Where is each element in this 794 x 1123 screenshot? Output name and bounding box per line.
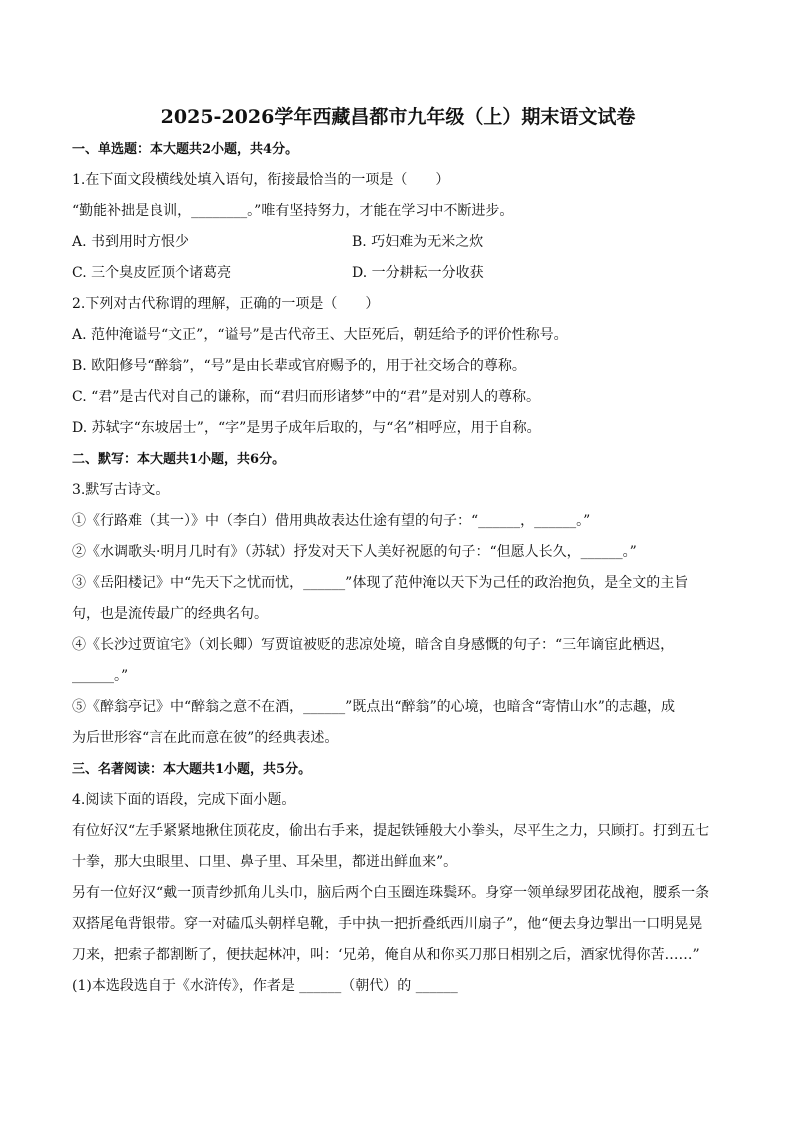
question-1-text: “勤能补拙是良训，________。”唯有坚持努力，才能在学习中不断进步。 xyxy=(72,203,514,219)
question-3-stem: 3.默写古诗文。 xyxy=(72,482,170,498)
question-1-options-row-1 xyxy=(72,227,724,258)
question-3-line-2: ②《水调歌头·明月几时有》（苏轼）抒发对天下人美好祝愿的句子：“但愿人长久，______。” xyxy=(72,544,637,560)
question-3-line-8: 为后世形容“言在此而意在彼”的经典表述。 xyxy=(72,730,339,746)
exam-page xyxy=(72,100,724,1002)
section-heading-1: 一、单选题：本大题共2小题，共4分。 xyxy=(72,142,299,157)
question-4-stem: 4.阅读下面的语段，完成下面小题。 xyxy=(72,792,296,808)
question-3-line-1: ①《行路难（其一）》中（李白）借用典故表达仕途有望的句子：“______，______。” xyxy=(72,513,591,529)
question-4-para-2-line-1: 另有一位好汉“戴一顶青纱抓角儿头巾，脑后两个白玉圈连珠鬓环。身穿一领单绿罗团花战袍，腰系一条 xyxy=(72,885,710,901)
question-1-stem: 1.在下面文段横线处填入语句，衔接最恰当的一项是（ ） xyxy=(72,172,450,188)
question-1-option-a: A. 书到用时方恨少 xyxy=(72,234,190,250)
question-4-para-2-line-2: 双搭尾龟背银带。穿一对磕瓜头朝样皂靴，手中执一把折叠纸西川扇子”，他“便去身边掣出一口明晃晃 xyxy=(72,916,703,932)
question-1-options-row-2 xyxy=(72,258,724,289)
section-heading-3: 三、名著阅读：本大题共1小题，共5分。 xyxy=(72,762,312,777)
question-2-option-c: C. “君”是古代对自己的谦称，而“君归而形诸梦”中的“君”是对别人的尊称。 xyxy=(72,389,541,405)
question-3-line-5: ④《长沙过贾谊宅》（刘长卿）写贾谊被贬的悲凉处境，暗含自身感慨的句子：“三年谪宦此栖迟， xyxy=(72,637,675,653)
question-1-option-d: D. 一分耕耘一分收获 xyxy=(352,265,484,281)
question-3-line-4: 句，也是流传最广的经典名句。 xyxy=(72,606,268,622)
question-4-para-1-line-1: 有位好汉“左手紧紧地揪住顶花皮，偷出右手来，提起铁锤般大小拳头，尽平生之力，只顾打。打到五七 xyxy=(72,823,710,839)
question-3-line-3: ③《岳阳楼记》中“先天下之忧而忧，______”体现了范仲淹以天下为己任的政治抱负，是全文的主旨 xyxy=(72,575,689,591)
question-3-line-7: ⑤《醉翁亭记》中“醉翁之意不在酒，______”既点出“醉翁”的心境，也暗含“寄情山水”的志趣，成 xyxy=(72,699,675,715)
question-4-para-1-line-2: 十拳，那大虫眼里、口里、鼻子里、耳朵里，都迸出鲜血来”。 xyxy=(72,854,458,870)
question-2-stem: 2.下列对古代称谓的理解，正确的一项是（ ） xyxy=(72,296,380,312)
question-4-para-2-line-3: 刀来，把索子都割断了，便扶起林冲，叫：‘兄弟，俺自从和你买刀那日相别之后，酒家忧得你苦……” xyxy=(72,947,700,963)
question-4-subquestion-1: (1)本选段选自于《水浒传》，作者是 ______（朝代）的 ______ xyxy=(72,978,458,994)
question-1-option-c: C. 三个臭皮匠顶个诸葛亮 xyxy=(72,265,232,281)
question-2-option-a: A. 范仲淹谥号“文正”，“谥号”是古代帝王、大臣死后，朝廷给予的评价性称号。 xyxy=(72,327,568,343)
question-1-option-b: B. 巧妇难为无米之炊 xyxy=(352,234,484,250)
page-title: 2025-2026学年西藏昌都市九年级（上）期末语文试卷 xyxy=(160,106,636,128)
question-2-option-b: B. 欧阳修号“醉翁”，“号”是由长辈或官府赐予的，用于社交场合的尊称。 xyxy=(72,358,526,374)
question-2-option-d: D. 苏轼字“东坡居士”，“字”是男子成年后取的，与“名”相呼应，用于自称。 xyxy=(72,420,541,436)
section-heading-2: 二、默写：本大题共1小题，共6分。 xyxy=(72,452,286,467)
question-3-line-6: ______。” xyxy=(72,668,129,684)
